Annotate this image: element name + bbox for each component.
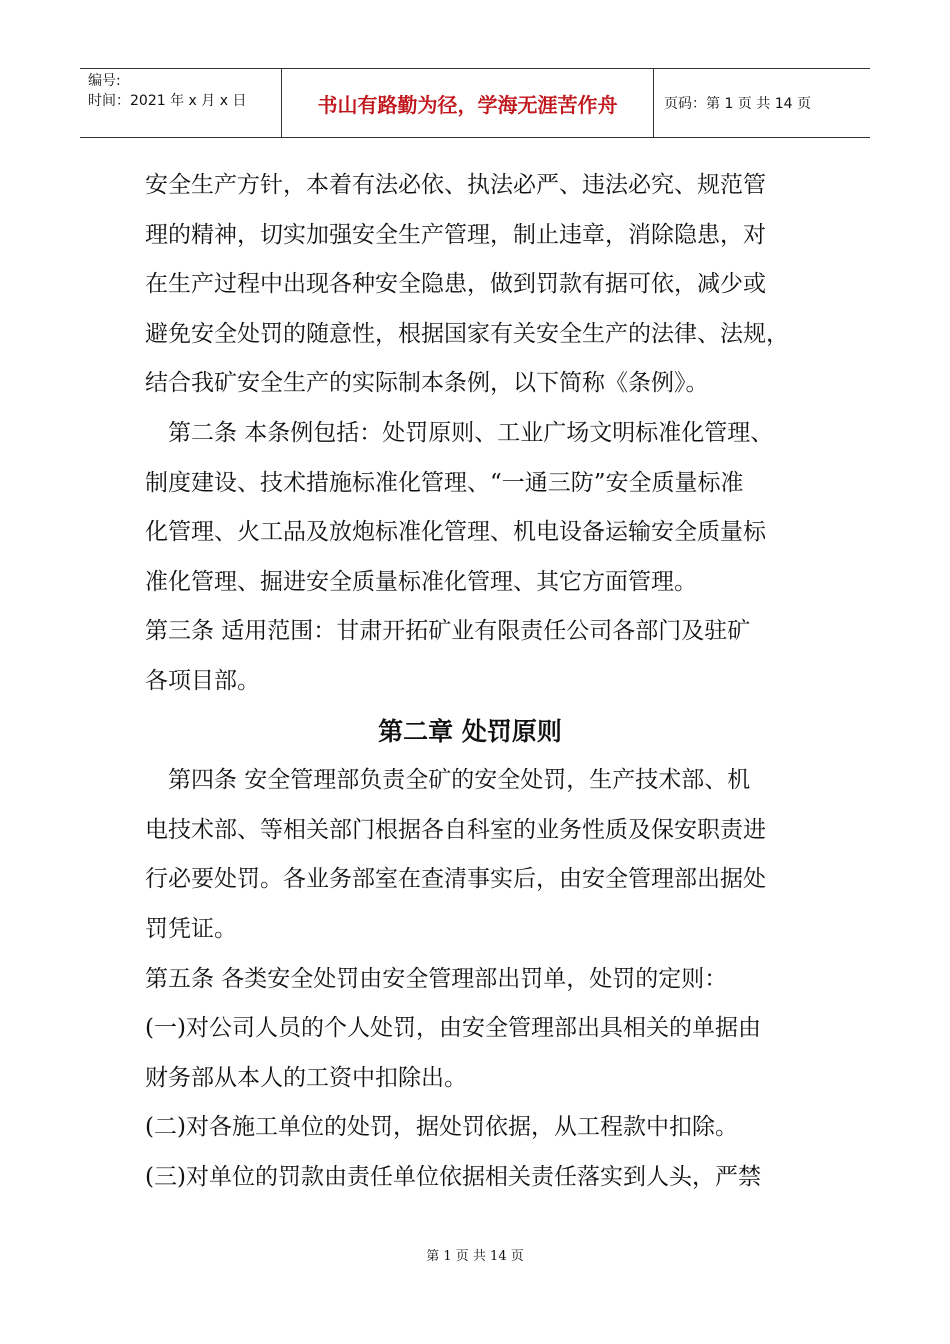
text-line: 避免安全处罚的随意性，根据国家有关安全生产的法律、法规，	[145, 320, 789, 347]
text-line: 第三条 适用范围：甘肃开拓矿业有限责任公司各部门及驻矿	[145, 618, 751, 645]
text-line: (二)对各施工单位的处罚，据处罚依据，从工程款中扣除。	[145, 1114, 738, 1141]
document-date: 时间：2021 年 x 月 x 日	[88, 93, 247, 109]
text-line: 化管理、火工品及放炮标准化管理、机电设备运输安全质量标	[145, 519, 766, 546]
text-line: 在生产过程中出现各种安全隐患，做到罚款有据可依，减少或	[145, 271, 766, 298]
header-meta	[80, 69, 282, 137]
text-line: 第四条 安全管理部负责全矿的安全处罚，生产技术部、机	[145, 767, 751, 794]
text-line: 理的精神，切实加强安全生产管理，制止违章，消除隐患，对	[145, 221, 766, 248]
text-line: 准化管理、掘进安全质量标准化管理、其它方面管理。	[145, 568, 697, 595]
header-page-info: 页码：第 1 页 共 14 页	[664, 96, 811, 112]
text-line: 第五条 各类安全处罚由安全管理部出罚单，处罚的定则：	[145, 965, 728, 992]
page-header	[80, 68, 870, 138]
document-number-label: 编号:	[88, 73, 121, 89]
text-line: 结合我矿安全生产的实际制本条例，以下简称《条例》。	[145, 370, 709, 397]
text-line: 行必要处罚。各业务部室在查清事实后，由安全管理部出据处	[145, 866, 766, 893]
text-line: 制度建设、技术措施标准化管理、“一通三防”安全质量标准	[145, 469, 744, 496]
text-line: 各项目部。	[145, 667, 260, 694]
text-line: (三)对单位的罚款由责任单位依据相关责任落实到人头，严禁	[145, 1163, 761, 1190]
text-line: (一)对公司人员的个人处罚，由安全管理部出具相关的单据由	[145, 1015, 761, 1042]
text-line: 电技术部、等相关部门根据各自科室的业务性质及保安职责进	[145, 816, 766, 843]
chapter-title: 第二章 处罚原则	[378, 716, 562, 746]
header-slogan: 书山有路勤为径，学海无涯苦作舟	[282, 69, 654, 137]
text-line: 第二条 本条例包括：处罚原则、工业广场文明标准化管理、	[145, 419, 774, 446]
text-line: 罚凭证。	[145, 915, 237, 942]
page-footer: 第 1 页 共 14 页	[426, 1249, 524, 1264]
document-body	[145, 161, 835, 1202]
text-line: 安全生产方针，本着有法必依、执法必严、违法必究、规范管	[145, 172, 766, 198]
text-line: 财务部从本人的工资中扣除出。	[145, 1064, 467, 1091]
